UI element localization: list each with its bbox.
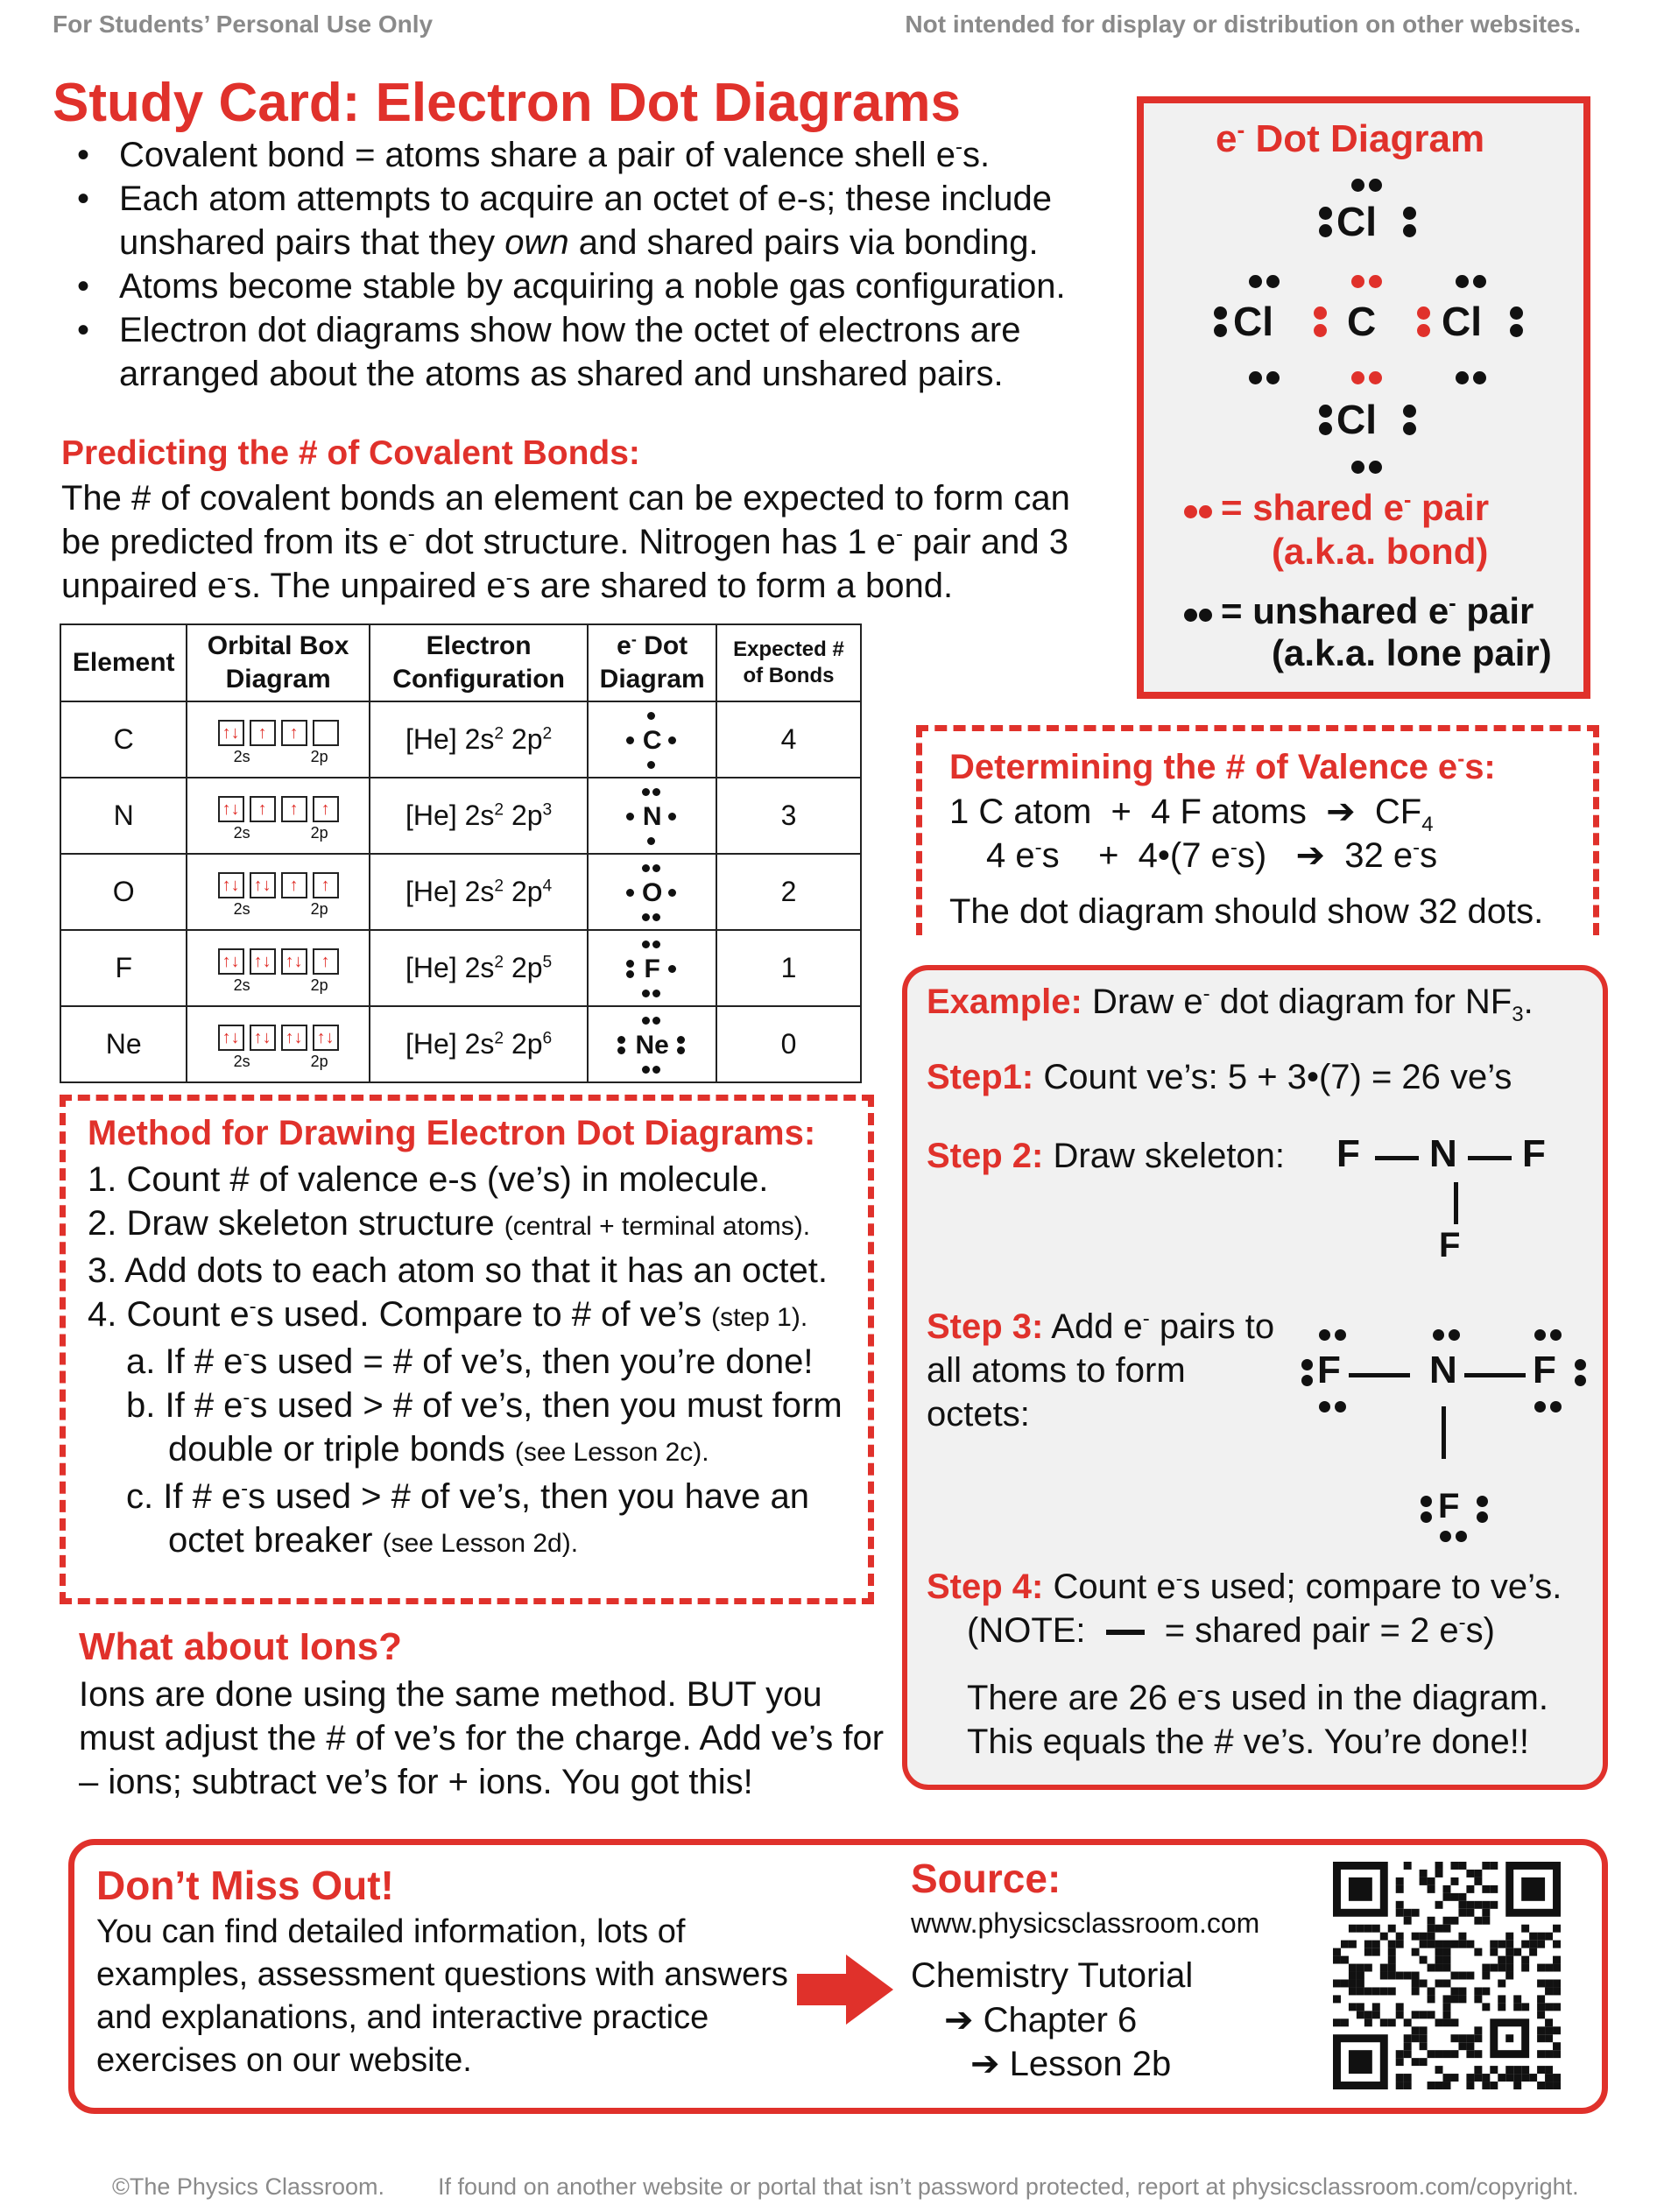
electron-dot	[1403, 207, 1416, 220]
electron-dot	[668, 736, 676, 744]
electron-dot	[652, 1017, 660, 1025]
example-step-4: Step 4: Count e-s used; compare to ve’s.	[927, 1567, 1562, 1606]
footer-right: If found on another website or portal that isn’t password protected, report at physicsclassroom.com/copyright.	[438, 2173, 1579, 2200]
cell-orbital: ↑↓ ↑↓ ↑↓ ↑↓ 2s 2p	[187, 1006, 369, 1082]
electron-dot	[1456, 1531, 1467, 1542]
cell-bonds: 3	[716, 778, 861, 854]
valence-heading: Determining the # of Valence e-s:	[949, 747, 1496, 786]
cell-bonds: 1	[716, 930, 861, 1006]
dot-symbol: O	[642, 878, 663, 907]
th-orbital: Orbital Box Diagram	[187, 624, 369, 701]
atom-label: F	[1317, 1349, 1341, 1391]
electron-dot	[617, 1036, 625, 1044]
atom-label: Cl	[1336, 199, 1377, 244]
orbital-box: ↑	[281, 872, 307, 898]
method-step-4b: b. If # e-s used > # of ve’s, then you must form double or triple bonds (see Lesson 2c).	[126, 1385, 843, 1469]
method-steps	[88, 1158, 858, 1566]
skeleton-f-left: F	[1336, 1132, 1360, 1175]
shared-electron-dot	[1314, 324, 1327, 337]
bullet-2-emphasis: own	[504, 223, 569, 262]
atom-label: Cl	[1233, 299, 1273, 344]
ccl4-diagram	[1200, 166, 1533, 482]
shared-electron-dot	[1369, 275, 1382, 288]
atom-label: C	[1347, 299, 1377, 344]
atom-label: N	[1429, 1349, 1457, 1391]
electron-dot	[1249, 275, 1262, 288]
electron-dot	[1214, 324, 1227, 337]
header-right: Not intended for display or distribution on other websites.	[905, 11, 1581, 38]
orbital-box: ↑↓	[281, 948, 307, 975]
legend-shared-sub: (a.k.a. bond)	[1272, 531, 1489, 572]
cell-config: [He] $2s^2$ $2p^2$	[370, 701, 589, 778]
electron-dot	[652, 864, 660, 872]
electron-dot	[1335, 1401, 1346, 1412]
electron-dot	[1403, 224, 1416, 237]
cell-element: Ne	[60, 1006, 187, 1082]
electron-dot	[626, 960, 634, 968]
qr-code-icon[interactable]	[1333, 1862, 1561, 2089]
cell-config: [He] $2s^2$ $2p^4$	[370, 854, 589, 930]
cell-orbital: ↑↓ ↑ ↑ 2s 2p	[187, 701, 369, 778]
method-step-4c: c. If # e-s used > # of ve’s, then you have an octet breaker (see Lesson 2d).	[126, 1476, 809, 1560]
electron-dot	[1335, 1329, 1346, 1341]
shared-electron-dot	[1417, 306, 1430, 320]
electron-dot	[1575, 1375, 1586, 1386]
electron-dot	[1369, 461, 1382, 474]
valence-line-3: The dot diagram should show 32 dots.	[949, 892, 1544, 931]
electron-dot	[626, 813, 634, 821]
cell-orbital: ↑↓ ↑ ↑ ↑ 2s 2p	[187, 778, 369, 854]
electron-dot	[647, 761, 655, 769]
orbital-box: ↑	[313, 872, 339, 898]
electron-dot	[1319, 224, 1332, 237]
electron-dot	[652, 940, 660, 948]
table-row	[60, 854, 861, 930]
legend-unshared-sub: (a.k.a. lone pair)	[1272, 632, 1552, 673]
electron-dot	[1550, 1401, 1562, 1412]
shared-electron-dot	[1369, 371, 1382, 384]
dot-symbol: Ne	[635, 1031, 669, 1060]
electron-dot	[1249, 371, 1262, 384]
arrow-right-icon	[797, 1955, 893, 2025]
electron-dot	[668, 813, 676, 821]
orbital-box: ↑↓	[218, 872, 244, 898]
example-step-1: Step1: Count ve’s: 5 + 3•(7) = 26 ve’s	[927, 1058, 1512, 1096]
bullet-1: • Covalent bond = atoms share a pair of valence shell e-s.	[77, 133, 1111, 177]
atom-label: Cl	[1336, 397, 1377, 442]
legend-shared-dot	[1184, 505, 1197, 518]
electron-dot	[1534, 1401, 1546, 1412]
atom-label: Cl	[1442, 299, 1482, 344]
electron-dot	[1351, 179, 1364, 192]
electron-dot	[1319, 207, 1332, 220]
orbital-box	[313, 720, 339, 746]
electron-dot	[1319, 422, 1332, 435]
electron-dot	[668, 965, 676, 973]
electron-dot	[642, 1066, 650, 1074]
source-line-3: ➔ Lesson 2b	[970, 2045, 1172, 2083]
example-step-4-note: (NOTE: = shared pair = 2 e-s)	[967, 1610, 1495, 1650]
source-line-2: ➔ Chapter 6	[944, 2001, 1138, 2039]
predicting-heading: Predicting the # of Covalent Bonds:	[61, 434, 640, 472]
electron-dot	[1449, 1329, 1460, 1341]
electron-dot	[1319, 1401, 1330, 1412]
electron-dot	[1421, 1511, 1432, 1523]
cell-orbital: ↑↓ ↑↓ ↑↓ ↑ 2s 2p	[187, 930, 369, 1006]
orbital-box: ↑↓	[250, 1025, 276, 1051]
electron-dot	[1550, 1329, 1562, 1341]
electron-dot	[1214, 306, 1227, 320]
atom-label: F	[1438, 1487, 1460, 1525]
shared-electron-dot	[1417, 324, 1430, 337]
method-step-2: 2. Draw skeleton structure (central + terminal atoms).	[88, 1204, 811, 1243]
skeleton-n: N	[1429, 1132, 1457, 1175]
cell-bonds: 0	[716, 1006, 861, 1082]
bond-line	[1442, 1406, 1446, 1459]
electron-dot	[1473, 275, 1486, 288]
electron-dot	[668, 889, 676, 897]
electron-dot	[1477, 1496, 1488, 1507]
method-step-4: 4. Count e-s used. Compare to # of ve’s (step 1).	[88, 1294, 808, 1334]
dot-box-heading: e- Dot Diagram	[1216, 116, 1485, 160]
skeleton-f-right: F	[1522, 1132, 1546, 1175]
cell-config: [He] $2s^2$ $2p^5$	[370, 930, 589, 1006]
predicting-text: The # of covalent bonds an element can be expected to form can be predicted from its e- dot structure. Nitrogen has 1 e- pair and 3 unpaired e-s. The unpaired e-s are shared to form a bond.	[61, 479, 1070, 605]
bullet-2: • Each atom attempts to acquire an octet of e-s; these include unshared pairs that they own and shared pairs via bonding.	[77, 177, 1111, 264]
electron-dot	[652, 1066, 660, 1074]
method-step-3: 3. Add dots to each atom so that it has an octet.	[88, 1251, 828, 1290]
electron-dot	[652, 788, 660, 796]
example-step-2: Step 2: Draw skeleton:	[927, 1137, 1286, 1175]
orbital-box: ↑	[281, 796, 307, 822]
shared-electron-dot	[1351, 371, 1364, 384]
legend-unshared-dot	[1199, 609, 1212, 622]
bullet-4: • Electron dot diagrams show how the octet of electrons are arranged about the atoms as shared and unshared pairs.	[77, 308, 1111, 396]
electron-dot	[1351, 461, 1364, 474]
electron-dot	[1477, 1511, 1488, 1523]
electron-dot	[652, 990, 660, 997]
orbital-box: ↑↓	[218, 720, 244, 746]
electron-dot	[1403, 405, 1416, 418]
cell-element: O	[60, 854, 187, 930]
ions-text: Ions are done using the same method. BUT you must adjust the # of ve’s for the charge. Add ve’s for – ions; subtract ve’s for + ions. You got this!	[79, 1675, 885, 1801]
source-heading: Source:	[911, 1856, 1061, 1901]
source-line-1: Chemistry Tutorial	[911, 1956, 1194, 1995]
nf3-lewis-diagram	[1296, 1314, 1594, 1541]
orbital-box: ↑↓	[218, 1025, 244, 1051]
cell-dot-diagram	[588, 930, 716, 1006]
cell-dot-diagram	[588, 854, 716, 930]
atom-label: F	[1533, 1349, 1556, 1391]
orbital-box: ↑↓	[313, 1025, 339, 1051]
promo-heading: Don’t Miss Out!	[96, 1863, 394, 1908]
legend-unshared: = unshared e- pair	[1221, 590, 1534, 631]
th-bonds: Expected # of Bonds	[716, 624, 861, 701]
electron-dot	[1575, 1359, 1586, 1370]
skeleton-bond	[1375, 1156, 1419, 1160]
electron-dot	[1456, 371, 1469, 384]
method-heading: Method for Drawing Electron Dot Diagrams:	[88, 1114, 816, 1152]
electron-dot	[626, 736, 634, 744]
table-row	[60, 778, 861, 854]
intro-bullets	[77, 133, 1111, 396]
table-row	[60, 930, 861, 1006]
electron-dot	[1369, 179, 1382, 192]
electron-dot	[642, 913, 650, 921]
electron-dot	[1456, 275, 1469, 288]
cell-bonds: 4	[716, 701, 861, 778]
cell-dot-diagram	[588, 701, 716, 778]
electron-dot	[1301, 1375, 1313, 1386]
skeleton-bond	[1468, 1156, 1512, 1160]
skeleton-bond	[1454, 1182, 1458, 1224]
header-left: For Students’ Personal Use Only	[53, 11, 434, 38]
electron-dot	[642, 990, 650, 997]
cell-element: F	[60, 930, 187, 1006]
cell-element: N	[60, 778, 187, 854]
electron-dot	[1440, 1531, 1451, 1542]
orbital-box: ↑	[313, 796, 339, 822]
skeleton-f-bottom: F	[1439, 1226, 1461, 1265]
cell-element: C	[60, 701, 187, 778]
electron-dot	[642, 940, 650, 948]
electron-dot	[642, 1017, 650, 1025]
orbital-box: ↑↓	[218, 948, 244, 975]
cell-orbital: ↑↓ ↑↓ ↑ ↑ 2s 2p	[187, 854, 369, 930]
example-conclusion: There are 26 e-s used in the diagram. This equals the # ve’s. You’re done!!	[967, 1678, 1548, 1761]
bonds-table	[60, 623, 862, 1083]
electron-dot	[1266, 275, 1280, 288]
electron-dot	[1266, 371, 1280, 384]
cell-dot-diagram	[588, 778, 716, 854]
electron-dot	[652, 913, 660, 921]
electron-dot	[1433, 1329, 1444, 1341]
electron-dot	[647, 837, 655, 845]
example-step-3: Step 3: Add e- pairs to all atoms to form octets:	[927, 1307, 1275, 1434]
th-dot: e- Dot Diagram	[588, 624, 716, 701]
page-title: Study Card: Electron Dot Diagrams	[53, 73, 961, 133]
electron-dot	[1403, 422, 1416, 435]
legend-shared: = shared e- pair	[1221, 487, 1490, 528]
electron-dot	[647, 712, 655, 720]
orbital-box: ↑↓	[281, 1025, 307, 1051]
electron-dot	[626, 970, 634, 978]
orbital-box: ↑	[281, 720, 307, 746]
cell-bonds: 2	[716, 854, 861, 930]
table-row	[60, 701, 861, 778]
method-step-1: 1. Count # of valence e-s (ve’s) in molecule.	[88, 1160, 769, 1199]
electron-dot	[1534, 1329, 1546, 1341]
electron-dot	[1319, 1329, 1330, 1341]
cell-config: [He] $2s^2$ $2p^3$	[370, 778, 589, 854]
cell-dot-diagram	[588, 1006, 716, 1082]
electron-dot	[626, 889, 634, 897]
shared-electron-dot	[1314, 306, 1327, 320]
electron-dot	[677, 1036, 685, 1044]
electron-dot	[1510, 324, 1523, 337]
orbital-box: ↑↓	[250, 948, 276, 975]
th-element: Element	[60, 624, 187, 701]
method-step-4a: a. If # e-s used = # of ve’s, then you’re done!	[126, 1342, 814, 1381]
dot-symbol: C	[642, 726, 662, 755]
electron-dot	[1473, 371, 1486, 384]
shared-electron-dot	[1351, 275, 1364, 288]
electron-dot	[1421, 1496, 1432, 1507]
bullet-3: • Atoms become stable by acquiring a noble gas configuration.	[77, 264, 1111, 308]
electron-dot	[1510, 306, 1523, 320]
bond-line	[1349, 1373, 1410, 1377]
electron-dot	[642, 788, 650, 796]
ions-heading: What about Ions?	[79, 1625, 403, 1668]
valence-line-2: 4 e-s + 4•(7 e-s) ➔ 32 e-s	[986, 835, 1438, 875]
orbital-box: ↑↓	[250, 872, 276, 898]
dot-symbol: F	[644, 955, 660, 983]
electron-dot	[642, 864, 650, 872]
legend-shared-dot	[1199, 505, 1212, 518]
cell-config: [He] $2s^2$ $2p^6$	[370, 1006, 589, 1082]
dot-symbol: N	[642, 802, 662, 831]
orbital-box: ↑↓	[218, 796, 244, 822]
bond-line	[1464, 1373, 1526, 1377]
legend-unshared-dot	[1184, 609, 1197, 622]
table-row	[60, 1006, 861, 1082]
electron-dot	[1319, 405, 1332, 418]
electron-dot	[1301, 1359, 1313, 1370]
footer-left: ©The Physics Classroom.	[112, 2173, 384, 2200]
valence-line-1: 1 C atom + 4 F atoms ➔ $CF_4$	[949, 793, 1434, 836]
electron-dot	[617, 1046, 625, 1054]
orbital-box: ↑	[313, 948, 339, 975]
electron-dot	[677, 1046, 685, 1054]
th-config: Electron Configuration	[370, 624, 589, 701]
orbital-box: ↑	[250, 720, 276, 746]
orbital-box: ↑	[250, 796, 276, 822]
source-url[interactable]: www.physicsclassroom.com	[911, 1907, 1260, 1939]
example-heading: Example: Draw e- dot diagram for $NF_3$.	[927, 982, 1534, 1026]
promo-text: You can find detailed information, lots of examples, assessment questions with answers and explanations, and interactive practice exercises on our website.	[96, 1913, 788, 2079]
